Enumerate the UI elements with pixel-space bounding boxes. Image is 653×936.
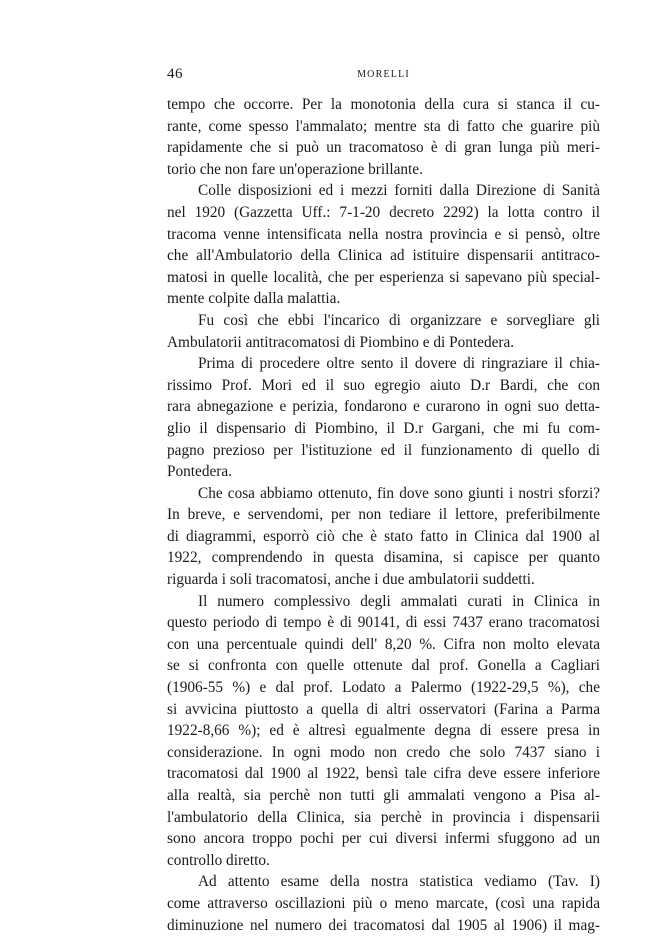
text-line: tempo che occorre. Per la monotonia della cura si stanca il cu- — [167, 96, 600, 113]
text-line: Ambulatorii antitracomatosi di Piombino e di Pontedera. — [167, 333, 515, 351]
text-line: Che cosa abbiamo ottenuto, fin dove sono giunti i nostri sforzi? — [198, 484, 600, 502]
text-line: tracoma venne intensificata nella nostra provincia e si pensò, oltre — [167, 225, 600, 243]
text-line: se si confronta con quelle ottenute dal prof. Gonella a Cagliari — [167, 657, 600, 675]
text-line: Prima di procedere oltre sento il dovere di ringraziare il chia- — [198, 355, 600, 373]
page-header — [167, 66, 600, 86]
text-line: diminuzione nel numero dei tracomatosi dal 1905 al 1906) il mag- — [167, 916, 600, 934]
text-line: rissimo Prof. Mori ed il suo egregio aiuto D.r Bardi, che con — [167, 376, 600, 394]
text-line: tracomatosi dal 1900 al 1922, bensì tale cifra deve essere inferiore — [167, 765, 600, 783]
text-line: rapidamente che si può un tracomatoso è di gran lunga più meri- — [167, 139, 600, 157]
text-line: riguarda i soli tracomatosi, anche i due ambulatorii suddetti. — [167, 571, 535, 589]
text-line: l'ambulatorio della Clinica, sia perchè in provincia i dispensarii — [167, 808, 600, 826]
text-line: Fu così che ebbi l'incarico di organizzare e sorvegliare gli — [198, 311, 600, 329]
text-line: In breve, e servendomi, per non tediare il lettore, preferibilmente — [167, 506, 600, 524]
text-line: rara abnegazione e perizia, fondarono e curarono in ogni suo detta- — [167, 398, 600, 416]
text-line: (1906-55 %) e dal prof. Lodato a Palermo (1922-29,5 %), che — [167, 679, 600, 697]
text-line: come attraverso oscillazioni più o meno marcate, (così una rapida — [167, 894, 600, 912]
text-line: pagno prezioso per l'istituzione ed il funzionamento di quello di — [167, 441, 600, 459]
running-head: MORELLI — [357, 69, 410, 80]
text-line: Ad attento esame della nostra statistica vediamo (Tav. I) — [198, 873, 600, 891]
text-line: glio il dispensario di Piombino, il D.r Gargani, che mi fu com- — [167, 419, 600, 437]
text-line: Pontedera. — [167, 463, 232, 481]
text-line: mente colpite dalla malattia. — [167, 290, 341, 308]
text-line: torio che non fare un'operazione brillante. — [167, 160, 423, 178]
text-line: con una percentuale quindi dell' 8,20 %. Cifra non molto elevata — [167, 635, 600, 653]
text-line: sono ancora troppo pochi per cui diversi infermi sfuggono ad un — [167, 830, 600, 848]
text-line: di diagrammi, esporrò ciò che è stato fatto in Clinica dal 1900 al — [167, 527, 600, 545]
text-line: controllo diretto. — [167, 851, 270, 869]
text-line: Il numero complessivo degli ammalati curati in Clinica in — [198, 592, 600, 610]
page-number: 46 — [167, 66, 183, 82]
text-line: rante, come spesso l'ammalato; mentre sta di fatto che guarire più — [167, 117, 600, 135]
text-line: si avvicina piuttosto a quella di altri osservatori (Farina a Parma — [167, 700, 600, 718]
text-line: 1922-8,66 %); ed è altresì egualmente degna di essere presa in — [167, 722, 600, 740]
text-line: alla realtà, sia perchè non tutti gli ammalati vengono a Pisa al- — [167, 787, 600, 804]
text-line: 1922, comprendendo in questa disamina, si capisce per quanto — [167, 549, 600, 567]
body-text — [167, 94, 600, 936]
text-line: nel 1920 (Gazzetta Uff.: 7-1-20 decreto 2292) la lotta contro il — [167, 203, 600, 221]
text-line: matosi in quelle località, che per esperienza si sapevano più special- — [167, 268, 600, 286]
text-line: questo periodo di tempo è di 90141, di essi 7437 erano tracomatosi — [167, 614, 600, 632]
text-line: che all'Ambulatorio della Clinica ad istituire dispensarii antitraco- — [167, 247, 600, 265]
text-line: Colle disposizioni ed i mezzi forniti dalla Direzione di Sanità — [198, 182, 600, 200]
text-line: considerazione. In ogni modo non credo che solo 7437 siano i — [167, 743, 600, 761]
